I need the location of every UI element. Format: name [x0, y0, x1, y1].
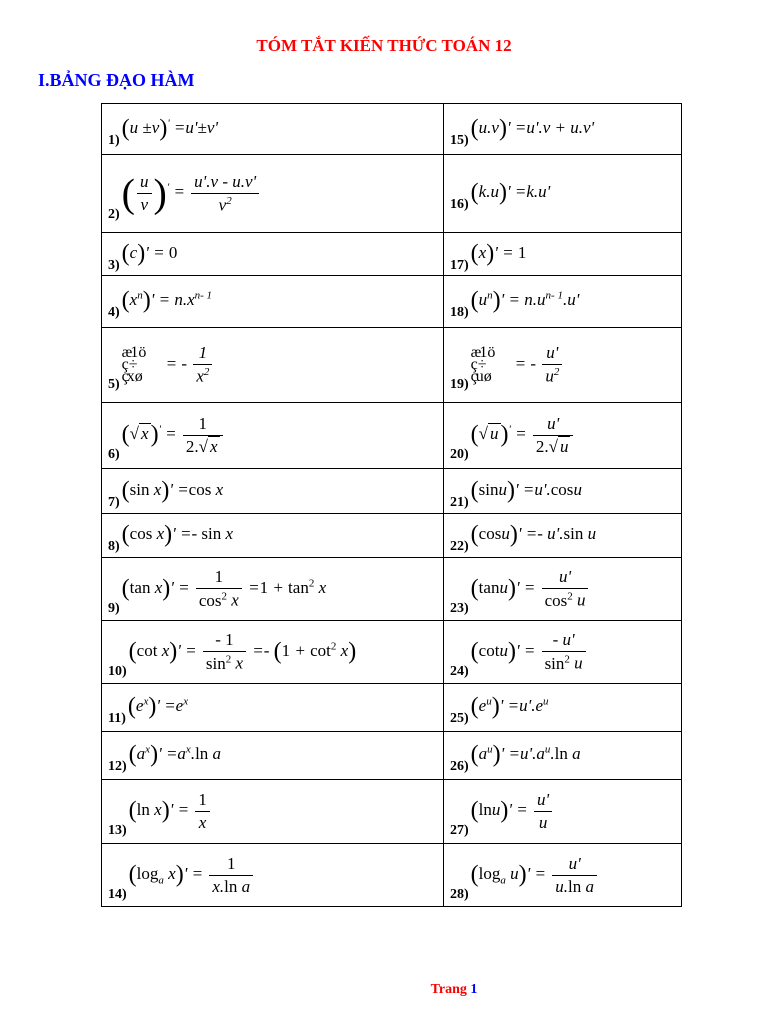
- table-row: [102, 276, 682, 328]
- formula-number: 26): [450, 759, 469, 774]
- formula: (cotu)' = $\frac{- u'}{\sin^2 u}$: [471, 641, 588, 660]
- formula-number: 18): [450, 305, 469, 320]
- formula-number: 23): [450, 600, 469, 616]
- formula-cell: [102, 276, 444, 328]
- formula-cell: [102, 780, 444, 844]
- formula: $(u^n)' = n.u^{n- 1}.u'$: [470, 288, 580, 314]
- formula-cell: [444, 276, 682, 328]
- formula-number: 14): [108, 886, 127, 902]
- formula-cell: [444, 732, 682, 780]
- formula: $(a^u)' =u'.a^u.\ln$ a: [470, 742, 581, 768]
- formula-number: 7): [108, 494, 120, 510]
- table-row: [102, 732, 682, 780]
- table-row: [102, 780, 682, 844]
- formula: ($\log_a$ x)' = $\frac{1}{\text{x.ln a}}$: [129, 864, 255, 883]
- formula-number: 13): [108, 823, 127, 838]
- formula-number: 16): [450, 197, 469, 212]
- formula: (ln x)' = $\frac{1}{x}$: [129, 800, 212, 819]
- formula: æ1 ö ç ÷ çx ø= - $\frac{1}{x^2}$: [122, 354, 215, 373]
- formula: (tan x)' = $\frac{1}{\cos^2 x}$ $=1 + \tan^2 x$: [121, 567, 327, 610]
- formula-cell: [102, 558, 444, 621]
- formula: (sinu)' =u'.cosu: [470, 477, 582, 504]
- formula-cell: [102, 233, 444, 276]
- formula-number: 10): [108, 663, 127, 679]
- formula-number: 2): [108, 207, 120, 222]
- formula-cell: [102, 844, 444, 907]
- formula-cell: [444, 328, 682, 403]
- formula-cell: [444, 684, 682, 732]
- formula: ($\log_a$ u)' = $\frac{u'}{\text{u.ln a}}$: [471, 864, 599, 883]
- formula-number: 1): [108, 132, 120, 148]
- formula-number: 3): [108, 257, 120, 273]
- formula-cell: [444, 104, 682, 155]
- formula: (x)' = 1: [470, 240, 527, 267]
- formula: æ1 ö ç ÷ çu ø= - $\frac{u'}{u^2}$: [471, 354, 565, 373]
- formula: (u.v)' =u'.v + u.v': [470, 115, 595, 142]
- formula-number: 21): [450, 494, 469, 510]
- formula: (√ x)' = $\frac{1}{2.√ x}$: [122, 424, 225, 443]
- formula: (√ u)' = $\frac{u'}{2.√ u}$: [471, 424, 576, 443]
- formula: (cosu)' =- u'.sin u: [470, 522, 597, 548]
- table-row: [102, 233, 682, 276]
- derivative-table: [101, 103, 682, 907]
- formula-cell: [444, 514, 682, 558]
- formula: $(x^n)' = n.x^{n- 1}$: [121, 288, 213, 314]
- formula: (k.u)' =k.u': [470, 180, 551, 206]
- formula-number: 25): [450, 711, 469, 726]
- formula: $(e^u)' =u'.e^u$: [470, 694, 549, 720]
- formula-cell: [444, 403, 682, 469]
- formula-number: 12): [108, 759, 127, 774]
- formula-cell: [102, 328, 444, 403]
- table-row: [102, 844, 682, 907]
- formula-cell: [444, 469, 682, 514]
- formula-cell: [102, 621, 444, 684]
- formula-cell: [444, 844, 682, 907]
- formula: $(e^x)' =e^x$: [127, 694, 189, 720]
- formula-number: 11): [108, 711, 126, 726]
- page-footer: [0, 982, 768, 998]
- formula-number: 15): [450, 132, 469, 148]
- formula-number: 24): [450, 663, 469, 679]
- formula-number: 9): [108, 600, 120, 616]
- table-row: [102, 469, 682, 514]
- formula-cell: [102, 403, 444, 469]
- formula-cell: [444, 233, 682, 276]
- table-row: [102, 558, 682, 621]
- formula-cell: [102, 155, 444, 233]
- table-row: [102, 684, 682, 732]
- formula-cell: [102, 684, 444, 732]
- table-row: [102, 403, 682, 469]
- formula: (lnu)' = $\frac{u'}{u}$: [471, 800, 554, 819]
- formula-number: 27): [450, 823, 469, 838]
- formula-cell: [444, 558, 682, 621]
- table-row: [102, 104, 682, 155]
- section-heading: I.BẢNG ĐẠO HÀM: [38, 70, 195, 90]
- formula-number: 6): [108, 447, 120, 462]
- page-number: 1: [470, 982, 478, 997]
- table-row: [102, 514, 682, 558]
- document-title: TÓM TẮT KIẾN THỨC TOÁN 12: [256, 36, 512, 55]
- formula-number: 17): [450, 257, 469, 273]
- formula-cell: [444, 155, 682, 233]
- formula: $(a^x)' =a^x.\ln$ a: [128, 742, 222, 768]
- formula: (cot x)' = $\frac{- 1}{\sin^2 x}$ =- $(1 + \cot^2 x)$: [128, 630, 357, 673]
- table-row: [102, 328, 682, 403]
- formula-number: 20): [450, 447, 469, 462]
- formula-cell: [102, 514, 444, 558]
- formula-number: 5): [108, 376, 120, 392]
- formula: (c)' = 0: [121, 240, 178, 267]
- formula-number: 22): [450, 539, 469, 554]
- formula-number: 19): [450, 376, 469, 392]
- formula-cell: [444, 780, 682, 844]
- formula-cell: [102, 469, 444, 514]
- footer-label: Trang: [430, 982, 467, 997]
- formula-cell: [102, 104, 444, 155]
- table-row: [102, 155, 682, 233]
- formula-number: 28): [450, 886, 469, 902]
- formula-cell: [102, 732, 444, 780]
- formula-cell: [444, 621, 682, 684]
- formula: (tanu)' = $\frac{u'}{\cos^2 u}$: [471, 578, 591, 597]
- formula: (sin x)' =cos x: [121, 477, 224, 504]
- formula: ( $\frac{u}{v}$ )' = $\frac{u'.v - u.v'}{v^2}$: [122, 182, 262, 201]
- formula-number: 4): [108, 305, 120, 320]
- formula: (u ±v)' =u'±v': [121, 115, 219, 142]
- table-row: [102, 621, 682, 684]
- formula-number: 8): [108, 539, 120, 554]
- formula: (cos x)' =- sin x: [121, 522, 234, 548]
